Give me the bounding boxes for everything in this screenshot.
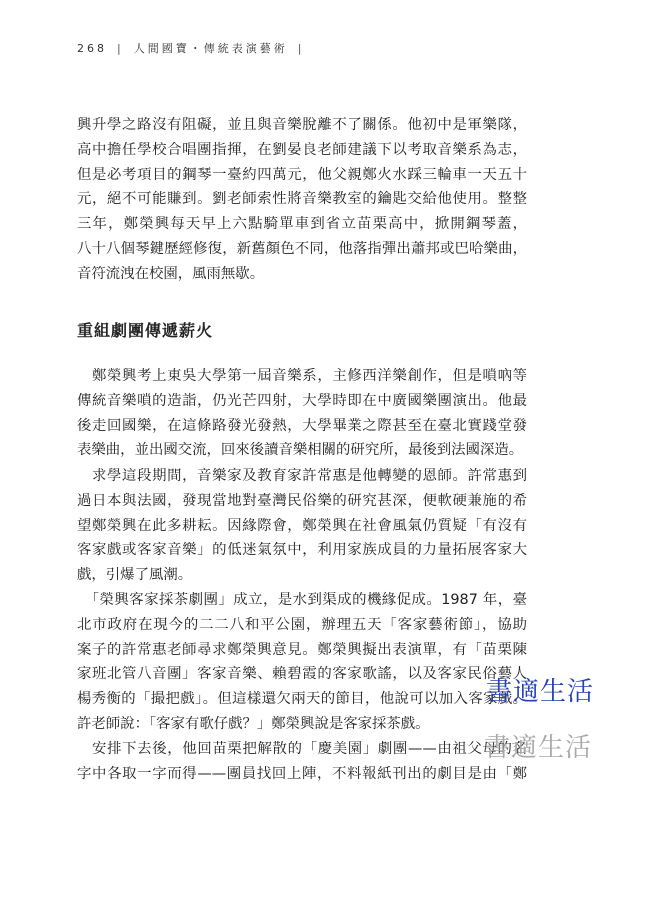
running-header	[77, 40, 314, 56]
watermark-blue: 書適生活	[486, 677, 595, 707]
section-paragraph-2	[77, 464, 527, 588]
intro-paragraph	[77, 113, 527, 287]
text-line: 傳統音樂嗩的造詣，仍光芒四射，大學時即在中廣國樂團演出。他最	[77, 392, 527, 409]
header-divider-end: |	[297, 42, 305, 55]
text-line: 安排下去後，他回苗栗把解散的「慶美園」劇團——由祖父母的名	[77, 741, 527, 757]
text-line: 但是必考項目的鋼琴一臺約四萬元，他父親鄭火水踩三輪車一天五十	[77, 166, 527, 183]
text-line: 八十八個琴鍵歷經修復，新舊顏色不同，他落指彈出蕭邦或巴哈樂曲，	[77, 240, 527, 257]
text-line: 求學這段期間，音樂家及教育家許常惠是他轉變的恩師。許常惠到	[77, 468, 527, 484]
text-line: 音符流洩在校園，風雨無歇。	[77, 265, 265, 282]
text-line: 望鄭榮興在此多耕耘。因緣際會，鄭榮興在社會風氣仍質疑「有沒有	[77, 517, 527, 534]
text-line: 鄭榮興考上東吳大學第一屆音樂系，主修西洋樂創作，但是嗩吶等	[77, 368, 527, 384]
section-heading: 重組劇團傳遞薪火	[77, 321, 214, 340]
book-title: 人間國寶・傳統表演藝術	[133, 42, 288, 55]
text-line: 客家戲或客家音樂」的低迷氣氛中，利用家族成員的力量拓展客家大	[77, 542, 527, 559]
page-number: 268	[77, 42, 107, 55]
text-line: 字中各取一字而得——團員找回上陣，不料報紙刊出的劇目是由「鄭	[77, 765, 527, 782]
text-line: 許老師說：「客家有歌仔戲？」鄭榮興說是客家採茶戲。	[77, 715, 430, 732]
text-line: 「榮興客家採茶劇團」成立，是水到渠成的機緣促成。1987 年，臺	[77, 592, 527, 608]
text-line: 高中擔任學校合唱團指揮，在劉晏良老師建議下以考取音樂系為志，	[77, 141, 527, 158]
section-paragraph-1	[77, 364, 527, 463]
header-divider: |	[117, 42, 124, 55]
text-line: 過日本與法國，發現當地對臺灣民俗樂的研究甚深，便軟硬兼施的希	[77, 492, 527, 509]
text-line: 表樂曲，並出國交流，回來後讀音樂相關的研究所，最後到法國深造。	[77, 442, 524, 459]
text-line: 元，絕不可能賺到。劉老師索性將音樂教室的鑰匙交給他使用。整整	[77, 191, 527, 208]
text-line: 家班北管八音團」客家音樂、賴碧霞的客家歌謠，以及客家民俗藝人	[77, 666, 527, 683]
section-paragraph-4	[77, 737, 527, 787]
text-line: 戲，引爆了風潮。	[77, 567, 193, 584]
text-line: 楊秀衡的「撮把戲」。但這樣還欠兩天的節目，他說可以加入客家戲。	[77, 691, 527, 708]
text-line: 興升學之路沒有阻礙，並且與音樂脫離不了關係。他初中是軍樂隊，	[77, 117, 527, 133]
text-line: 案子的許常惠老師尋求鄭榮興意見。鄭榮興擬出表演單，有「苗栗陳	[77, 641, 527, 658]
section-paragraph-3	[77, 588, 527, 737]
watermark-gray: 書適生活	[484, 733, 593, 763]
text-line: 北市政府在現今的二二八和平公園，辦理五天「客家藝術節」，協助	[77, 616, 527, 633]
text-line: 後走回國樂，在這條路發光發熱，大學畢業之際甚至在臺北實踐堂發	[77, 417, 527, 434]
text-line: 三年，鄭榮興每天早上六點騎單車到省立苗栗高中，掀開鋼琴蓋，	[77, 216, 527, 233]
